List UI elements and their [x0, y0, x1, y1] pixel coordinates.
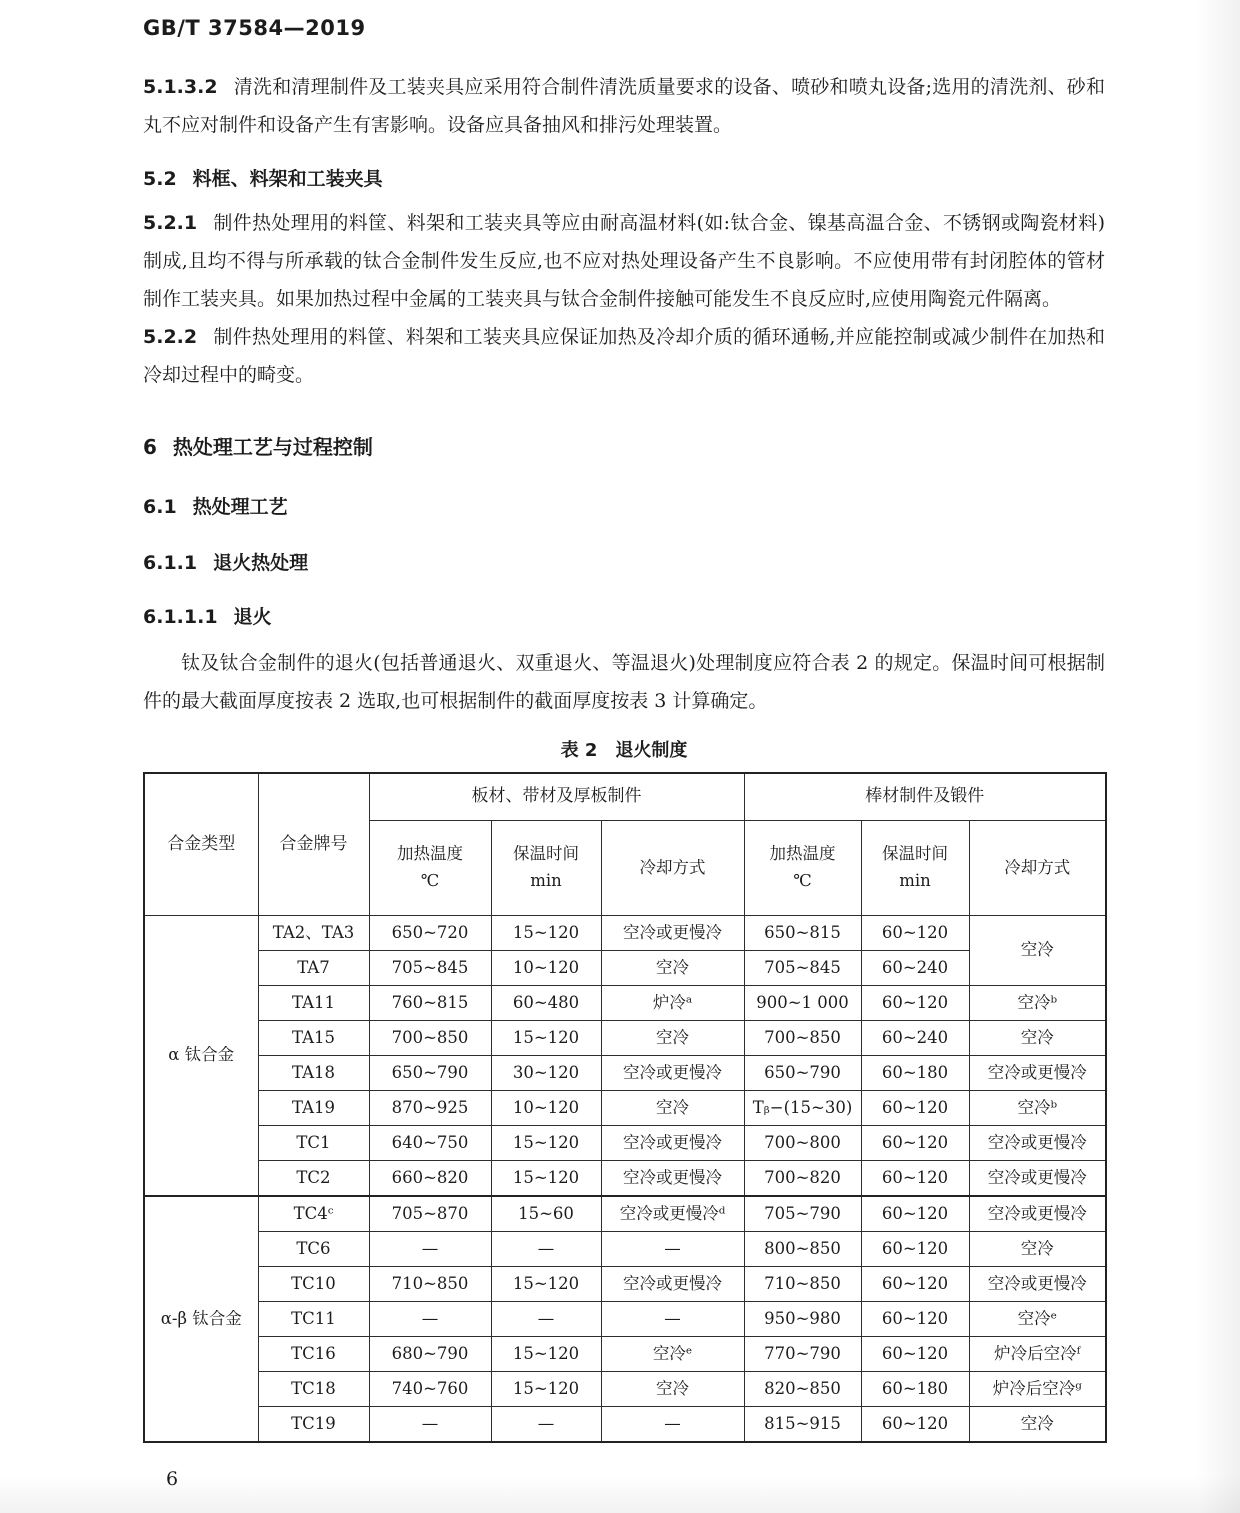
heading-number: 5.2	[143, 168, 177, 190]
table-cell: 650~815	[744, 916, 861, 951]
table-cell: 60~240	[861, 951, 969, 986]
table-cell: 700~820	[744, 1161, 861, 1197]
table-cell: 空冷	[969, 1232, 1106, 1267]
table-row	[144, 986, 1106, 1021]
table-cell: 15~120	[491, 1021, 601, 1056]
table-cell: 空冷或更慢冷	[601, 1056, 744, 1091]
col-header-alloy-type: 合金类型	[144, 773, 258, 916]
heading-6-1-1-1	[143, 604, 1105, 630]
table-cell: —	[491, 1407, 601, 1443]
table-row	[144, 1232, 1106, 1267]
table-cell: 60~120	[861, 986, 969, 1021]
table-cell: 15~120	[491, 1161, 601, 1197]
alloy-type-cell: α 钛合金	[144, 916, 258, 1197]
col-header-label: 加热温度	[769, 844, 836, 864]
table-cell: 空冷或更慢冷	[969, 1056, 1106, 1091]
standard-number: GB/T 37584—2019	[143, 16, 366, 40]
table-cell: 60~120	[861, 1407, 969, 1443]
table-cell: 空冷或更慢冷	[601, 1161, 744, 1197]
table-row	[144, 1056, 1106, 1091]
table-row	[144, 1267, 1106, 1302]
clause-number: 5.1.3.2	[143, 76, 218, 98]
table-cell: 60~120	[861, 1337, 969, 1372]
table-header-row-groups	[144, 773, 1106, 821]
table-cell: 空冷或更慢冷	[969, 1126, 1106, 1161]
clause-text: 清洗和清理制件及工装夹具应采用符合制件清洗质量要求的设备、喷砂和喷丸设备;选用的清洗剂、砂和丸不应对制件和设备产生有害影响。设备应具备抽风和排污处理装置。	[143, 76, 1105, 136]
table-cell: 空冷	[601, 1372, 744, 1407]
heading-title: 热处理工艺	[192, 496, 288, 518]
table-cell: 炉冷后空冷ᶠ	[969, 1337, 1106, 1372]
table-cell: —	[601, 1407, 744, 1443]
table-row	[144, 1407, 1106, 1443]
table-row	[144, 1126, 1106, 1161]
table-cell: 空冷ᵉ	[969, 1302, 1106, 1337]
table-cell: 870~925	[369, 1091, 491, 1126]
alloy-grade-cell: TC2	[258, 1161, 369, 1197]
table-row	[144, 1196, 1106, 1232]
table-cell: 空冷	[969, 1021, 1106, 1056]
col-group-bar-forging: 棒材制件及锻件	[744, 773, 1106, 821]
table-cell: 640~750	[369, 1126, 491, 1161]
clause-number: 5.2.1	[143, 212, 198, 234]
table-cell: 15~120	[491, 1267, 601, 1302]
table-cell: 60~120	[861, 1091, 969, 1126]
alloy-grade-cell: TC11	[258, 1302, 369, 1337]
alloy-grade-cell: TC1	[258, 1126, 369, 1161]
alloy-grade-cell: TC16	[258, 1337, 369, 1372]
table-cell: 空冷或更慢冷	[601, 916, 744, 951]
alloy-grade-cell: TC4ᶜ	[258, 1196, 369, 1232]
col-header-unit: ℃	[420, 871, 440, 890]
table-cell: 炉冷ᵃ	[601, 986, 744, 1021]
table-cell: 炉冷后空冷ᵍ	[969, 1372, 1106, 1407]
table-cell: 空冷或更慢冷	[969, 1161, 1106, 1197]
alloy-grade-cell: TC6	[258, 1232, 369, 1267]
table-cell: 770~790	[744, 1337, 861, 1372]
clause-5-2-1	[143, 204, 1105, 318]
table-cell: 650~720	[369, 916, 491, 951]
clause-number: 5.2.2	[143, 326, 198, 348]
table-cell: 700~850	[369, 1021, 491, 1056]
table-cell: 15~120	[491, 1337, 601, 1372]
col-header-heating-temp-board	[369, 821, 491, 916]
clause-text: 制件热处理用的料筐、料架和工装夹具应保证加热及冷却介质的循环通畅,并应能控制或减少制件在加热和冷却过程中的畸变。	[143, 326, 1105, 386]
table-cell: 空冷	[969, 1407, 1106, 1443]
heading-6-1	[143, 494, 1105, 520]
heading-title: 退火热处理	[213, 552, 309, 574]
table-row	[144, 1302, 1106, 1337]
table-cell: 空冷或更慢冷	[969, 1267, 1106, 1302]
table-cell: 空冷或更慢冷	[601, 1126, 744, 1161]
table-row	[144, 1161, 1106, 1197]
alloy-type-cell: α-β 钛合金	[144, 1196, 258, 1442]
alloy-grade-cell: TA2、TA3	[258, 916, 369, 951]
table-cell: 710~850	[744, 1267, 861, 1302]
table-cell: 60~120	[861, 1267, 969, 1302]
table-cell: 空冷	[601, 1091, 744, 1126]
clause-5-1-3-2	[143, 68, 1105, 144]
table-cell: 60~120	[861, 1196, 969, 1232]
table-cell: 60~480	[491, 986, 601, 1021]
col-header-label: 加热温度	[397, 844, 463, 864]
heading-title: 料框、料架和工装夹具	[192, 168, 383, 190]
table-cell: 760~815	[369, 986, 491, 1021]
table-cell: 820~850	[744, 1372, 861, 1407]
table-cell: 60~180	[861, 1372, 969, 1407]
table-row	[144, 951, 1106, 986]
alloy-grade-cell: TA15	[258, 1021, 369, 1056]
table-cell: 680~790	[369, 1337, 491, 1372]
alloy-grade-cell: TC10	[258, 1267, 369, 1302]
table-cell: 空冷	[601, 1021, 744, 1056]
table-cell: 空冷或更慢冷ᵈ	[601, 1196, 744, 1232]
table-cell: —	[491, 1232, 601, 1267]
heading-number: 6.1.1	[143, 552, 198, 574]
col-header-heating-temp-bar	[744, 821, 861, 916]
col-header-label: 保温时间	[882, 844, 949, 864]
table-cell: 15~120	[491, 1126, 601, 1161]
col-header-cooling-mode-bar: 冷却方式	[969, 821, 1106, 916]
alloy-grade-cell: TC18	[258, 1372, 369, 1407]
alloy-grade-cell: TC19	[258, 1407, 369, 1443]
clause-5-2-2	[143, 318, 1105, 394]
table-cell: 60~120	[861, 1126, 969, 1161]
table-cell: 900~1 000	[744, 986, 861, 1021]
table-cell: 空冷ᵇ	[969, 986, 1106, 1021]
table-cell: 60~180	[861, 1056, 969, 1091]
table-cell: 700~850	[744, 1021, 861, 1056]
col-group-board-strip-plate: 板材、带材及厚板制件	[369, 773, 744, 821]
table-cell: 60~120	[861, 1161, 969, 1197]
table-cell: 15~120	[491, 1372, 601, 1407]
clause-text: 制件热处理用的料筐、料架和工装夹具等应由耐高温材料(如:钛合金、镍基高温合金、不锈钢或陶瓷材料)制成,且均不得与所承载的钛合金制件发生反应,也不应对热处理设备产生不良影响。不应使用带有封闭腔体的管材制作工装夹具。如果加热过程中金属的工装夹具与钛合金制件接触可能发生不良反应时,应使用陶瓷元件隔离。	[143, 212, 1105, 310]
table-cell: 800~850	[744, 1232, 861, 1267]
alloy-grade-cell: TA19	[258, 1091, 369, 1126]
table-cell: 660~820	[369, 1161, 491, 1197]
col-header-unit: min	[530, 871, 562, 890]
table-cell: 空冷	[601, 951, 744, 986]
table-cell: —	[369, 1407, 491, 1443]
col-header-alloy-grade: 合金牌号	[258, 773, 369, 916]
table-cell: 空冷ᵉ	[601, 1337, 744, 1372]
table-cell: 740~760	[369, 1372, 491, 1407]
table-cell: 710~850	[369, 1267, 491, 1302]
table-row	[144, 1091, 1106, 1126]
page-number: 6	[166, 1468, 179, 1490]
table-cell: 空冷或更慢冷	[969, 1196, 1106, 1232]
col-header-unit: ℃	[793, 871, 812, 890]
table-cell: —	[601, 1232, 744, 1267]
table-cell: 60~120	[861, 1302, 969, 1337]
alloy-grade-cell: TA7	[258, 951, 369, 986]
heading-6-1-1	[143, 550, 1105, 576]
table-cell: 空冷	[969, 916, 1106, 986]
table-row	[144, 1337, 1106, 1372]
table-row	[144, 916, 1106, 951]
intro-paragraph: 钛及钛合金制件的退火(包括普通退火、双重退火、等温退火)处理制度应符合表 2 的规定。保温时间可根据制件的最大截面厚度按表 2 选取,也可根据制件的截面厚度按表 3 计算确定。	[143, 652, 1105, 712]
col-header-unit: min	[899, 871, 931, 890]
table-cell: —	[369, 1302, 491, 1337]
table-cell: 30~120	[491, 1056, 601, 1091]
table-cell: 950~980	[744, 1302, 861, 1337]
table-cell: —	[601, 1302, 744, 1337]
col-header-holding-time-board	[491, 821, 601, 916]
heading-number: 6.1	[143, 496, 177, 518]
annealing-table	[143, 772, 1107, 1443]
table-cell: 650~790	[744, 1056, 861, 1091]
table-cell: 60~240	[861, 1021, 969, 1056]
table-cell: 705~790	[744, 1196, 861, 1232]
table-cell: 705~845	[744, 951, 861, 986]
heading-number: 6.1.1.1	[143, 606, 218, 628]
table-cell: 15~120	[491, 916, 601, 951]
table-cell: 650~790	[369, 1056, 491, 1091]
heading-6	[143, 434, 1105, 460]
table-cell: 700~800	[744, 1126, 861, 1161]
annealing-table-body	[144, 916, 1106, 1443]
table-cell: —	[491, 1302, 601, 1337]
table-cell: 60~120	[861, 1232, 969, 1267]
table-cell: 15~60	[491, 1196, 601, 1232]
alloy-grade-cell: TA18	[258, 1056, 369, 1091]
table-cell: 815~915	[744, 1407, 861, 1443]
heading-5-2	[143, 166, 1105, 192]
heading-title: 退火	[233, 606, 272, 628]
table-row	[144, 1372, 1106, 1407]
table-cell: 705~845	[369, 951, 491, 986]
table-cell: 空冷或更慢冷	[601, 1267, 744, 1302]
table-cell: 705~870	[369, 1196, 491, 1232]
table-caption: 表 2 退火制度	[560, 740, 688, 761]
table-cell: —	[369, 1232, 491, 1267]
table-cell: 60~120	[861, 916, 969, 951]
table-row	[144, 1021, 1106, 1056]
table-cell: 10~120	[491, 1091, 601, 1126]
col-header-label: 保温时间	[513, 844, 579, 864]
table-cell: 空冷ᵇ	[969, 1091, 1106, 1126]
heading-number: 6	[143, 435, 157, 459]
table-cell: Tᵦ−(15~30)	[744, 1091, 861, 1126]
col-header-cooling-mode-board: 冷却方式	[601, 821, 744, 916]
table-cell: 10~120	[491, 951, 601, 986]
col-header-holding-time-bar	[861, 821, 969, 916]
alloy-grade-cell: TA11	[258, 986, 369, 1021]
heading-title: 热处理工艺与过程控制	[172, 435, 373, 459]
